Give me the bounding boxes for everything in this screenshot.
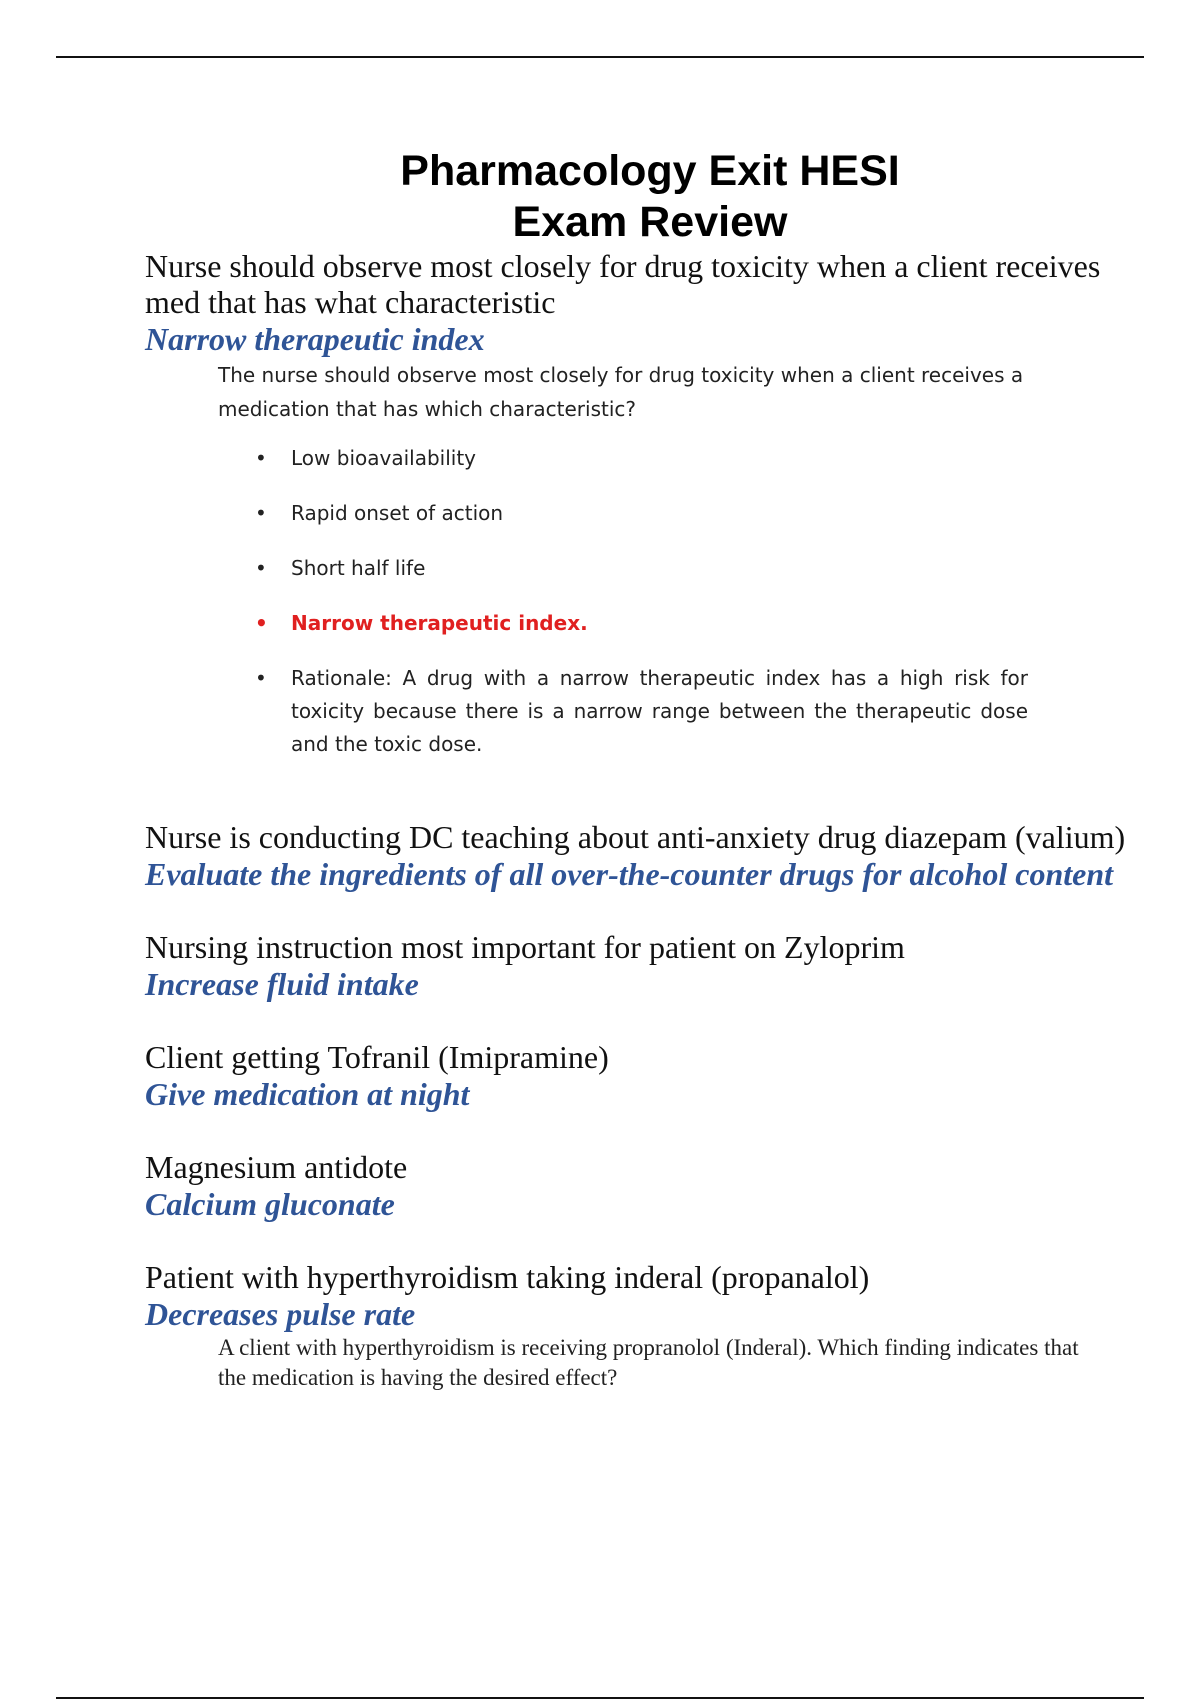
title-line-1: Pharmacology Exit HESI xyxy=(400,147,900,195)
option-item xyxy=(218,497,1028,530)
option-label: Narrow therapeutic index. xyxy=(291,611,588,635)
question-text: Nursing instruction most important for patient on Zyloprim xyxy=(145,929,905,965)
qa-item-2 xyxy=(145,819,1145,893)
option-list xyxy=(218,442,1028,761)
option-label: Short half life xyxy=(291,556,426,580)
answer-text: Narrow therapeutic index xyxy=(145,321,485,357)
question-text: Nurse should observe most closely for drug toxicity when a client receives med that has what characteristic xyxy=(145,248,1101,320)
answer-text: Calcium gluconate xyxy=(145,1186,395,1222)
question-text: Patient with hyperthyroidism taking inderal (propanalol) xyxy=(145,1259,870,1295)
answer-text: Give medication at night xyxy=(145,1076,470,1112)
qa-item-6 xyxy=(145,1259,1145,1393)
bullet-icon: • xyxy=(255,501,267,525)
answer-text: Increase fluid intake xyxy=(145,966,419,1002)
qa-item-3 xyxy=(145,929,1145,1003)
top-rule xyxy=(56,56,1144,58)
page-title xyxy=(0,146,1200,248)
detail-text: A client with hyperthyroidism is receiving propranolol (Inderal). Which finding indicates that the medication is having the desired effect? xyxy=(218,1335,1079,1390)
question-detail xyxy=(218,358,1028,761)
bottom-rule xyxy=(56,1697,1144,1699)
qa-item-4 xyxy=(145,1039,1145,1113)
option-label: Rapid onset of action xyxy=(291,501,504,525)
question-text: Magnesium antidote xyxy=(145,1149,408,1185)
detail-stem: The nurse should observe most closely for drug toxicity when a client receives a medication that has which characteristic? xyxy=(218,363,1024,421)
qa-item-1 xyxy=(145,248,1145,761)
question-detail xyxy=(218,1333,1098,1393)
title-line-2: Exam Review xyxy=(512,198,788,246)
option-label: Low bioavailability xyxy=(291,446,476,470)
bullet-icon: • xyxy=(255,611,268,635)
answer-text: Evaluate the ingredients of all over-the-counter drugs for alcohol content xyxy=(145,856,1114,892)
option-item xyxy=(218,552,1028,585)
rationale-text: Rationale: A drug with a narrow therapeutic index has a high risk for toxicity because there is a narrow range between the therapeutic dose and the toxic dose. xyxy=(291,666,1028,756)
question-text: Nurse is conducting DC teaching about anti-anxiety drug diazepam (valium) xyxy=(145,819,1126,855)
bullet-icon: • xyxy=(255,446,267,470)
document-body xyxy=(145,146,1145,1393)
question-text: Client getting Tofranil (Imipramine) xyxy=(145,1039,609,1075)
option-item xyxy=(218,442,1028,475)
bullet-icon: • xyxy=(255,556,267,580)
qa-item-5 xyxy=(145,1149,1145,1223)
bullet-icon: • xyxy=(255,666,267,690)
option-item-correct xyxy=(218,607,1028,640)
answer-text: Decreases pulse rate xyxy=(145,1296,416,1332)
rationale-item xyxy=(218,662,1028,761)
